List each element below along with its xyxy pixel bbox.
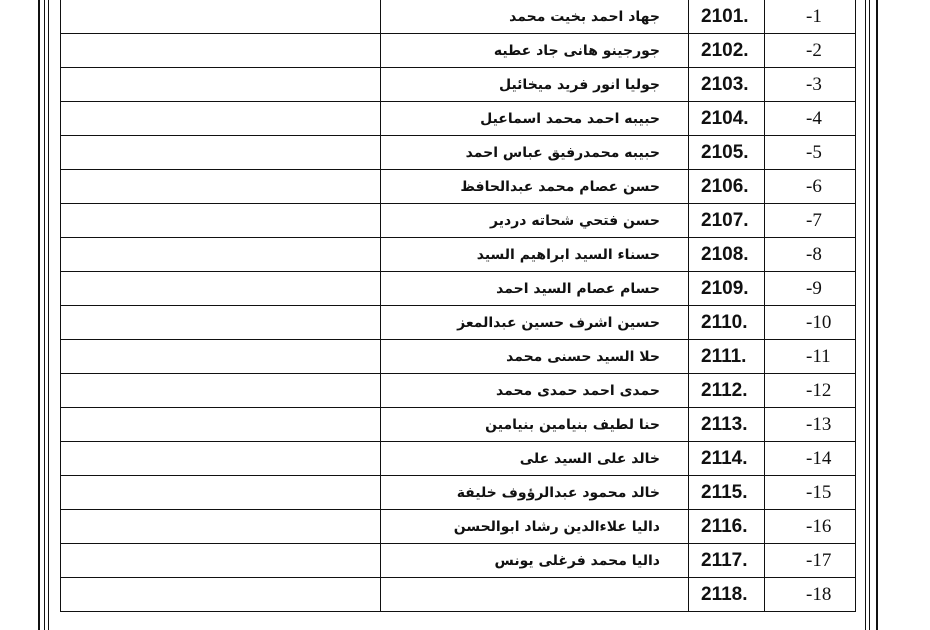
roster-body	[61, 0, 856, 612]
seat-number-cell	[689, 476, 765, 510]
seat-number: 2111.	[701, 345, 747, 367]
student-name: خالد على السيد على	[381, 442, 689, 476]
row-index: -14	[806, 447, 832, 469]
student-name: حلا السيد حسنى محمد	[381, 340, 689, 374]
seat-number: 2101.	[701, 5, 749, 27]
seat-number: 2115.	[701, 481, 748, 503]
seat-number-cell	[689, 374, 765, 408]
blank-cell	[61, 510, 381, 544]
row-index-cell	[765, 102, 856, 136]
seat-number-cell	[689, 0, 765, 34]
student-name: خالد محمود عبدالرؤوف خليفة	[381, 476, 689, 510]
seat-number-cell	[689, 544, 765, 578]
table-row	[61, 238, 856, 272]
table-row	[61, 102, 856, 136]
row-index: -7	[806, 209, 822, 231]
row-index-cell	[765, 476, 856, 510]
row-index: -6	[806, 175, 822, 197]
seat-number-cell	[689, 136, 765, 170]
row-index-cell	[765, 204, 856, 238]
row-index: -2	[806, 39, 822, 61]
table-row	[61, 272, 856, 306]
seat-number-cell	[689, 238, 765, 272]
row-index-cell	[765, 136, 856, 170]
seat-number: 2110.	[701, 311, 748, 333]
blank-cell	[61, 68, 381, 102]
seat-number-cell	[689, 34, 765, 68]
table-row	[61, 68, 856, 102]
row-index: -17	[806, 549, 832, 571]
seat-number-cell	[689, 442, 765, 476]
row-index: -1	[806, 5, 822, 27]
row-index-cell	[765, 0, 856, 34]
blank-cell	[61, 102, 381, 136]
seat-number: 2108.	[701, 243, 749, 265]
table-row	[61, 170, 856, 204]
blank-cell	[61, 204, 381, 238]
table-row	[61, 476, 856, 510]
seat-number-cell	[689, 68, 765, 102]
seat-number-cell	[689, 340, 765, 374]
row-index-cell	[765, 306, 856, 340]
row-index: -15	[806, 481, 832, 503]
blank-cell	[61, 544, 381, 578]
seat-number-cell	[689, 306, 765, 340]
seat-number: 2117.	[701, 549, 748, 571]
table-row	[61, 578, 856, 612]
seat-number: 2104.	[701, 107, 749, 129]
seat-number: 2116.	[701, 515, 748, 537]
table-row	[61, 340, 856, 374]
row-index: -18	[806, 583, 832, 605]
blank-cell	[61, 306, 381, 340]
student-name: حسناء السيد ابراهيم السيد	[381, 238, 689, 272]
seat-number-cell	[689, 170, 765, 204]
student-name: حبيبه احمد محمد اسماعيل	[381, 102, 689, 136]
row-index: -4	[806, 107, 822, 129]
blank-cell	[61, 374, 381, 408]
seat-number: 2112.	[701, 379, 748, 401]
row-index-cell	[765, 272, 856, 306]
seat-number: 2114.	[701, 447, 748, 469]
student-roster-table	[60, 0, 856, 612]
seat-number: 2118.	[701, 583, 748, 605]
row-index-cell	[765, 170, 856, 204]
student-name: حسام عصام السيد احمد	[381, 272, 689, 306]
table-row	[61, 306, 856, 340]
student-name: حسين اشرف حسين عبدالمعز	[381, 306, 689, 340]
seat-number: 2102.	[701, 39, 749, 61]
blank-cell	[61, 238, 381, 272]
student-name: حسن عصام محمد عبدالحافظ	[381, 170, 689, 204]
table-row	[61, 136, 856, 170]
blank-cell	[61, 170, 381, 204]
row-index: -3	[806, 73, 822, 95]
table-row	[61, 374, 856, 408]
row-index-cell	[765, 442, 856, 476]
row-index-cell	[765, 34, 856, 68]
table-row	[61, 544, 856, 578]
seat-number: 2106.	[701, 175, 749, 197]
student-name: جوليا انور فريد ميخائيل	[381, 68, 689, 102]
row-index: -8	[806, 243, 822, 265]
student-name: حبيبه محمدرفيق عباس احمد	[381, 136, 689, 170]
student-name	[381, 578, 689, 612]
blank-cell	[61, 34, 381, 68]
row-index-cell	[765, 578, 856, 612]
seat-number-cell	[689, 102, 765, 136]
seat-number: 2113.	[701, 413, 748, 435]
blank-cell	[61, 578, 381, 612]
student-name: داليا محمد فرغلى يونس	[381, 544, 689, 578]
row-index-cell	[765, 544, 856, 578]
row-index: -9	[806, 277, 822, 299]
blank-cell	[61, 340, 381, 374]
row-index-cell	[765, 408, 856, 442]
row-index: -16	[806, 515, 832, 537]
row-index: -5	[806, 141, 822, 163]
seat-number-cell	[689, 272, 765, 306]
seat-number-cell	[689, 408, 765, 442]
row-index-cell	[765, 238, 856, 272]
blank-cell	[61, 0, 381, 34]
table-row	[61, 408, 856, 442]
table-row	[61, 442, 856, 476]
row-index-cell	[765, 68, 856, 102]
seat-number: 2109.	[701, 277, 749, 299]
blank-cell	[61, 476, 381, 510]
row-index: -13	[806, 413, 832, 435]
student-name: داليا علاءالدين رشاد ابوالحسن	[381, 510, 689, 544]
table-row	[61, 34, 856, 68]
seat-number-cell	[689, 510, 765, 544]
blank-cell	[61, 442, 381, 476]
seat-number: 2107.	[701, 209, 749, 231]
student-name: حسن فتحي شحاته دردير	[381, 204, 689, 238]
row-index-cell	[765, 340, 856, 374]
table-row	[61, 0, 856, 34]
table-row	[61, 204, 856, 238]
student-name: جهاد احمد بخيت محمد	[381, 0, 689, 34]
row-index-cell	[765, 374, 856, 408]
student-name: حمدى احمد حمدى محمد	[381, 374, 689, 408]
student-name: جورجينو هانى جاد عطيه	[381, 34, 689, 68]
row-index: -10	[806, 311, 832, 333]
table-row	[61, 510, 856, 544]
seat-number-cell	[689, 578, 765, 612]
blank-cell	[61, 272, 381, 306]
seat-number: 2105.	[701, 141, 749, 163]
seat-number-cell	[689, 204, 765, 238]
row-index: -11	[806, 345, 831, 367]
blank-cell	[61, 408, 381, 442]
seat-number: 2103.	[701, 73, 749, 95]
blank-cell	[61, 136, 381, 170]
student-name: حنا لطيف بنيامين بنيامين	[381, 408, 689, 442]
row-index: -12	[806, 379, 832, 401]
row-index-cell	[765, 510, 856, 544]
